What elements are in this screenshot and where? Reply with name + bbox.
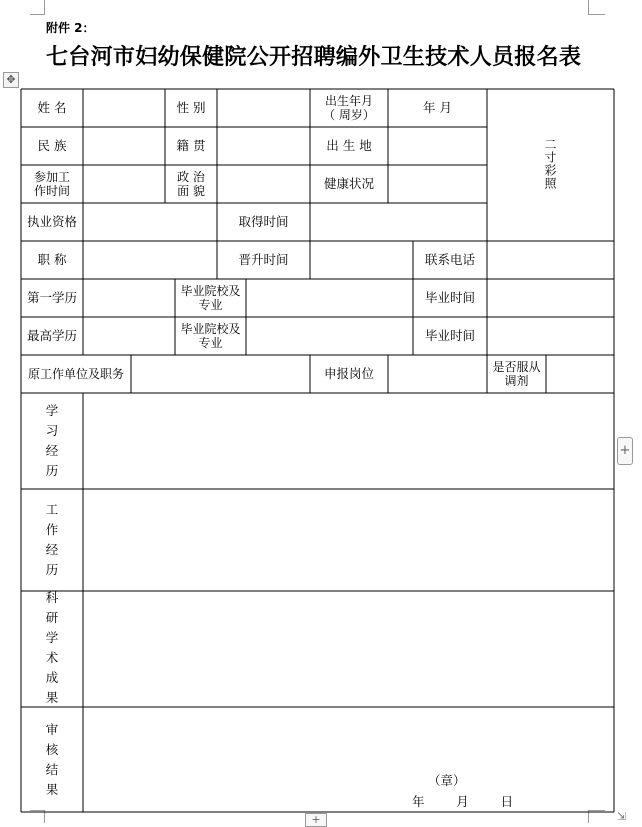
research-input-cell[interactable] <box>83 591 614 707</box>
qualification-label: 执业资格 <box>26 214 77 230</box>
work-start-label-line1: 参加工 <box>33 169 70 184</box>
grad-school-label-line2: 专业 <box>198 298 223 312</box>
adjust-label-line2: 调剂 <box>504 374 529 388</box>
title-rank-input-cell[interactable] <box>83 241 217 279</box>
study-history-label <box>21 393 83 489</box>
ethnicity-label: 民 族 <box>37 138 67 154</box>
first-degree-label: 第一学历 <box>26 290 77 306</box>
grad-school-2-label-line1: 毕业院校及 <box>180 321 241 336</box>
adjust-input-cell[interactable] <box>546 355 614 393</box>
study-history-input-cell[interactable] <box>83 393 614 489</box>
ethnicity-input-cell[interactable] <box>83 127 165 165</box>
form-title: 七台河市妇幼保健院公开招聘编外卫生技术人员报名表 <box>46 44 582 70</box>
grad-school-label <box>175 279 246 317</box>
birthplace-input-cell[interactable] <box>388 127 487 165</box>
research-char: 学 <box>45 630 59 645</box>
review-char: 果 <box>45 781 59 797</box>
review-label <box>21 707 83 812</box>
politics-label <box>165 165 217 203</box>
seal-label: （章） <box>428 773 466 788</box>
grad-time-label: 毕业时间 <box>424 290 475 306</box>
work-char: 作 <box>45 522 59 537</box>
phone-input-cell[interactable] <box>487 241 614 279</box>
grad-school-2-label-line2: 专业 <box>198 336 223 350</box>
review-char: 结 <box>45 761 59 777</box>
grad-time-2-input-cell[interactable] <box>487 317 614 355</box>
work-start-label-line2: 作时间 <box>33 184 70 198</box>
politics-input-cell[interactable] <box>217 165 310 203</box>
grad-school-2-input-cell[interactable] <box>246 317 413 355</box>
birthplace-label: 出 生 地 <box>326 138 372 154</box>
grad-school-2-label <box>175 317 246 355</box>
study-char: 习 <box>45 423 59 438</box>
review-char: 审 <box>45 721 59 737</box>
study-char: 学 <box>45 403 59 418</box>
obtain-time-label: 取得时间 <box>238 214 289 230</box>
name-input-cell[interactable] <box>83 89 165 127</box>
work-start-label <box>21 165 83 203</box>
prev-work-input-cell[interactable] <box>131 355 310 393</box>
adjust-label-line1: 是否服从 <box>492 359 541 374</box>
first-degree-input-cell[interactable] <box>83 279 175 317</box>
work-start-input-cell[interactable] <box>83 165 165 203</box>
politics-label-line1: 政 治 <box>177 169 205 184</box>
qualification-input-cell[interactable] <box>83 203 217 241</box>
study-char: 经 <box>45 443 59 458</box>
review-input-cell[interactable] <box>83 707 614 812</box>
highest-degree-input-cell[interactable] <box>83 317 175 355</box>
name-label: 姓 名 <box>37 100 67 116</box>
politics-label-line2: 面 貌 <box>177 184 205 198</box>
adjust-label <box>487 355 546 393</box>
review-char: 核 <box>45 741 59 757</box>
promotion-time-label: 晋升时间 <box>238 252 289 268</box>
birth-date-label-line1: 出生年月 <box>324 93 373 108</box>
birth-date-label-line2: （ 周岁） <box>323 108 375 122</box>
research-char: 成 <box>45 670 59 685</box>
gender-label: 性 别 <box>176 100 206 116</box>
attachment-label: 附件 2： <box>46 21 95 35</box>
birth-date-input-cell[interactable]: 年 月 <box>423 100 452 116</box>
research-char: 研 <box>45 610 59 625</box>
photo-placeholder-label: 二寸彩照 <box>543 138 557 190</box>
grad-school-input-cell[interactable] <box>246 279 413 317</box>
gender-input-cell[interactable] <box>217 89 310 127</box>
grad-school-label-line1: 毕业院校及 <box>180 283 241 298</box>
apply-post-label: 申报岗位 <box>323 366 374 382</box>
grad-time-input-cell[interactable] <box>487 279 614 317</box>
add-row-icon[interactable]: + <box>305 813 327 827</box>
table-move-handle-icon[interactable]: ✥ <box>3 72 19 88</box>
obtain-time-input-cell[interactable] <box>310 203 487 241</box>
grad-time-2-label: 毕业时间 <box>424 328 475 344</box>
birth-date-label <box>310 89 388 127</box>
phone-label: 联系电话 <box>424 252 475 268</box>
work-char: 经 <box>45 542 59 557</box>
add-column-icon[interactable]: + <box>617 437 633 465</box>
work-history-input-cell[interactable] <box>83 489 614 591</box>
work-history-label <box>21 489 83 591</box>
promotion-time-input-cell[interactable] <box>310 241 413 279</box>
title-rank-label: 职 称 <box>37 252 67 268</box>
native-place-input-cell[interactable] <box>217 127 310 165</box>
research-label <box>21 589 83 707</box>
research-char: 科 <box>45 590 59 605</box>
health-input-cell[interactable] <box>388 165 487 203</box>
work-char: 历 <box>45 562 59 577</box>
work-char: 工 <box>45 502 59 517</box>
native-place-label: 籍 贯 <box>176 138 206 154</box>
apply-post-input-cell[interactable] <box>388 355 487 393</box>
research-char: 果 <box>45 690 59 705</box>
research-char: 术 <box>45 650 59 665</box>
seal-date-label: 年 月 日 <box>412 794 514 809</box>
highest-degree-label: 最高学历 <box>26 328 77 344</box>
prev-work-label: 原工作单位及职务 <box>27 366 124 381</box>
resize-table-icon[interactable]: ⇲ <box>617 810 627 823</box>
health-label: 健康状况 <box>323 176 374 192</box>
study-char: 历 <box>45 463 59 478</box>
